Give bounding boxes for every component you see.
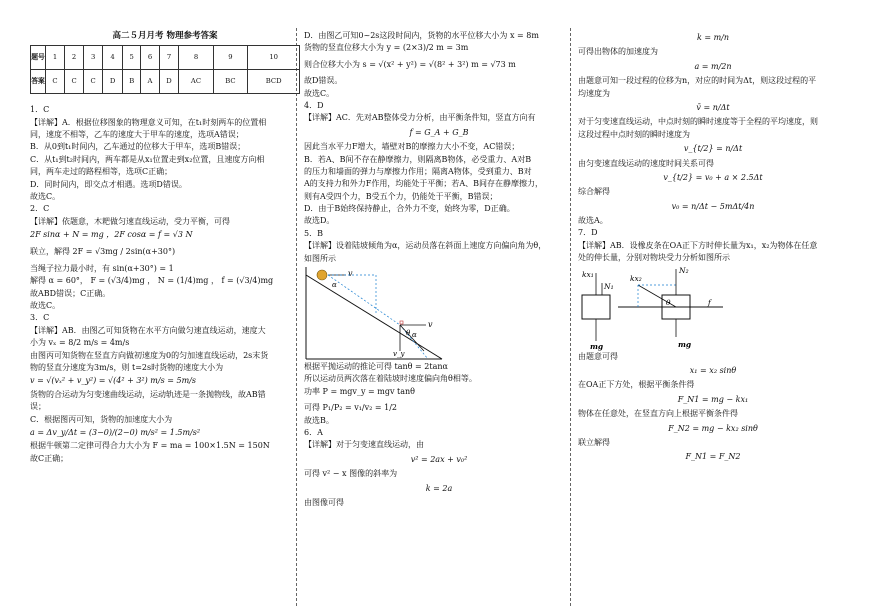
text-line: 故选C。: [304, 88, 335, 98]
text-line: 在OA正下方处，根据平衡条件得: [578, 380, 695, 390]
figure-label-n1: N₁: [604, 281, 614, 291]
text-line: 1．C: [30, 105, 50, 115]
text-line: 由图像可得: [304, 497, 344, 507]
table-cell: D: [103, 70, 123, 94]
text-line: 因此当水平力F增大，墙壁对B的摩擦力大小不变，AC错误；: [304, 142, 520, 152]
text-line: D．由图乙可知0~2s这段时间内，货物的水平位移大小为 x = 8m: [304, 31, 539, 40]
text-line: 故选A。: [578, 216, 608, 226]
column-3: [578, 30, 848, 466]
table-cell: A: [141, 70, 159, 94]
equation: v² = 2ax + v₀²: [410, 454, 468, 464]
text-line: 根据牛顿第二定律可得合力大小为 F = ma = 100×1.5N = 150N: [30, 441, 270, 451]
text-line: 综合解得: [578, 187, 610, 197]
figure-label-kx2: kx₂: [630, 273, 642, 283]
text-line: D．同时间内，即交点才相遇。选项D错误。: [30, 179, 187, 189]
table-cell: C: [65, 70, 84, 94]
table-cell: B: [122, 70, 140, 94]
equation-line: 解得 α = 60°， F = (√3/4)mg ， N = (1/4)mg ， f = (√3/4)mg: [30, 276, 274, 286]
text-line: 对于匀变速直线运动，中点时刻的瞬时速度等于全程的平均速度，则: [578, 117, 818, 127]
text-line: 5．B: [304, 228, 323, 238]
text-line: 物体在任意处，在竖直方向上根据平衡条件得: [578, 409, 738, 419]
equation: a = m/2n: [694, 61, 732, 71]
equation: F_N1 = F_N2: [685, 452, 741, 462]
text-line: 6．A: [304, 427, 323, 437]
figure-label-theta: θ: [666, 297, 671, 307]
figure-label-v: v: [428, 320, 433, 330]
table-cell: C: [84, 70, 103, 94]
figure-label-vy: v_y: [393, 350, 405, 359]
table-cell: 4: [103, 46, 123, 70]
figure-label-alpha: α: [412, 331, 417, 340]
text-line: D．由于B始终保持静止，合外力不变，始终为零，D正确。: [304, 204, 515, 214]
row-label-answer: 答案: [31, 70, 46, 94]
figure-label-theta: θ: [406, 329, 411, 338]
text-line: 2．C: [30, 204, 50, 214]
equation-line: 可得 P₁/P₂ = v₁/v₂ = 1/2: [304, 403, 398, 413]
equation: k = 2a: [425, 483, 453, 493]
text-line: 同，速度不相等，乙车的速度大于甲车的速度，选项A错误；: [30, 129, 244, 139]
figure-right-angle: [400, 321, 403, 324]
table-cell: 9: [213, 46, 248, 70]
equation: v_{t/2} = n/Δt: [683, 144, 743, 154]
answer-table-row-answers: [31, 70, 300, 94]
table-cell: C: [46, 70, 65, 94]
text-line: 故选B。: [304, 415, 334, 425]
table-cell: 7: [159, 46, 179, 70]
text-line: B．从0到t₁时间内，乙车通过的位移大于甲车，选项B错误；: [30, 142, 246, 152]
text-line: 【详解】AB．设橡皮条在OA正下方时伸长量为x₁，x₂为物体在任意: [578, 240, 818, 250]
table-cell: BC: [213, 70, 248, 94]
figure-label-mg: mg: [590, 341, 604, 351]
equation-line: 货物的竖直位移大小为 y = (2×3)/2 m = 3m: [304, 43, 469, 53]
figure-slope-line: [306, 275, 442, 359]
text-line: 处的伸长量，分别对物块受力分析如图所示: [578, 253, 730, 263]
equation: F_N1 = mg − kx₁: [677, 394, 749, 404]
equation-line: 则合位移大小为 s = √(x² + y²) = √(8² + 3²) m = √73 m: [304, 59, 516, 69]
answer-table: [30, 45, 300, 94]
table-cell: BCD: [248, 70, 300, 94]
equation: v_{t/2} = v₀ + a × 2.5Δt: [663, 172, 763, 182]
text-line: 均速度为: [578, 88, 610, 98]
text-line: 可得出物体的加速度为: [578, 47, 658, 57]
table-cell: 1: [46, 46, 65, 70]
text-line: 故选C。: [30, 191, 61, 201]
slope-projectile-figure: [304, 265, 444, 361]
text-line: 误；: [30, 402, 46, 412]
table-cell: 6: [141, 46, 159, 70]
text-line: 由匀变速直线运动的速度时间关系可得: [578, 158, 714, 168]
column-2: [304, 30, 574, 509]
text-line: 【详解】AB．由图乙可知货物在水平方向做匀速直线运动，速度大: [30, 325, 266, 335]
text-line: 故选D。: [304, 216, 335, 226]
text-line: 故D错误。: [304, 76, 343, 86]
table-cell: 10: [248, 46, 300, 70]
figure-label-alpha: α: [332, 281, 337, 290]
table-cell: D: [159, 70, 179, 94]
equation: F_N2 = mg − kx₂ sinθ: [668, 423, 758, 433]
text-line: 物的竖直分速度为3m/s，则 t=2s时货物的速度大小为: [30, 362, 224, 372]
text-line: 则有A受四个力，B受五个力，仍能处于平衡，B错误；: [304, 191, 498, 201]
equation: v₀ = n/Δt − 5mΔt/4n: [671, 201, 755, 211]
text-line: C．从t₁到t₂时间内，两车都是从x₁位置走到x₂位置，且速度方向相: [30, 154, 265, 164]
figure-label-v: v: [348, 269, 353, 279]
figure-block-left: [582, 295, 610, 319]
text-line: 【详解】对于匀变速直线运动，由: [304, 440, 424, 450]
text-line: 故选C。: [30, 301, 61, 311]
equation-line: 联立，解得 2F = √3mg / 2sin(α+30°): [30, 247, 176, 257]
equation: 2F sinα + N = mg ，2F cosα = f = √3 N: [30, 230, 193, 240]
text-line: 当绳子拉力最小时，有 sin(α+30°) = 1: [30, 263, 174, 273]
text-line: 货物的合运动为匀变速曲线运动，运动轨迹是一条抛物线，故AB错: [30, 389, 266, 399]
page-title: 高二５月月考 物理参考答案: [112, 31, 218, 41]
text-line: 【详解】AC．先对AB整体受力分析，由平衡条件知，竖直方向有: [304, 113, 536, 123]
equation: k = m/n: [696, 33, 730, 42]
text-line: 的压力和墙面的弹力与摩擦力作用；隔离A物体，受到重力、B对: [304, 166, 532, 176]
text-line: 如图所示: [304, 253, 336, 263]
text-line: 【详解】设着陆坡倾角为α，运动员落在斜面上速度方向偏向角为θ，: [304, 241, 547, 251]
table-cell: AC: [179, 70, 213, 94]
text-line: 联立解得: [578, 437, 610, 447]
equation: v = √(vₓ² + v_y²) = √(4² + 3²) m/s = 5m/s: [30, 376, 196, 386]
equation: v̄ = n/Δt: [696, 102, 730, 112]
equation-line: 功率 P = mgv_y = mgv tanθ: [304, 386, 415, 396]
text-line: 3．C: [30, 313, 50, 323]
figure-label-kx1: kx₁: [582, 269, 594, 279]
spring-block-figure: [578, 265, 728, 351]
table-cell: 3: [84, 46, 103, 70]
row-label-number: 题号: [31, 46, 46, 70]
figure-label-n2: N₂: [679, 265, 689, 275]
table-cell: 8: [179, 46, 213, 70]
table-cell: 5: [122, 46, 140, 70]
answer-table-row-numbers: [31, 46, 300, 70]
text-line: 同，两车走过的路程相等，选项C正确；: [30, 167, 173, 177]
figure-label-mg: mg: [678, 339, 692, 349]
ball-icon: [317, 270, 327, 280]
text-line: 由题意可得: [578, 351, 618, 361]
text-line: 由题意可知一段过程的位移为n，对应的时间为Δt，则这段过程的平: [578, 76, 817, 86]
equation: f = G_A + G_B: [409, 127, 469, 137]
text-line: 【详解】依题意，木耙做匀速直线运动，受力平衡，可得: [30, 216, 230, 226]
equation-line: 小为 vₓ = 8/2 m/s = 4m/s: [30, 338, 130, 348]
table-cell: 2: [65, 46, 84, 70]
text-line: 故C正确；: [30, 453, 69, 463]
figure-dashed-line: [328, 275, 400, 325]
figure-label-f: f: [708, 297, 711, 307]
text-line: 4．D: [304, 100, 324, 110]
text-line: B．若A、B间不存在静摩擦力，则隔离B物体，必受重力、A对B: [304, 154, 532, 164]
text-line: 故ABD错误；C正确。: [30, 288, 111, 298]
text-line: A的支持力和外力F作用，均能处于平衡；若A、B间存在静摩擦力，: [304, 179, 543, 189]
column-1: [30, 30, 300, 465]
text-line: 由图丙可知货物在竖直方向做初速度为0的匀加速直线运动，2s末货: [30, 350, 269, 360]
equation: a = Δv_y/Δt = (3−0)/(2−0) m/s² = 1.5m/s²: [30, 427, 201, 437]
text-line: 根据平抛运动的推论可得 tanθ = 2tanα: [304, 362, 448, 372]
text-line: 所以运动员两次落在着陆坡时速度偏向角θ相等。: [304, 374, 477, 384]
text-line: 7．D: [578, 228, 598, 238]
text-line: 这段过程中点时刻的瞬时速度为: [578, 129, 690, 139]
text-line: C．根据图丙可知，货物的加速度大小为: [30, 414, 173, 424]
text-line: 可得 v² − x 图像的斜率为: [304, 469, 398, 479]
equation: x₁ = x₂ sinθ: [689, 366, 737, 376]
text-line: 【详解】A．根据位移图象的物理意义可知，在t₁时刻两车的位置相: [30, 117, 267, 127]
